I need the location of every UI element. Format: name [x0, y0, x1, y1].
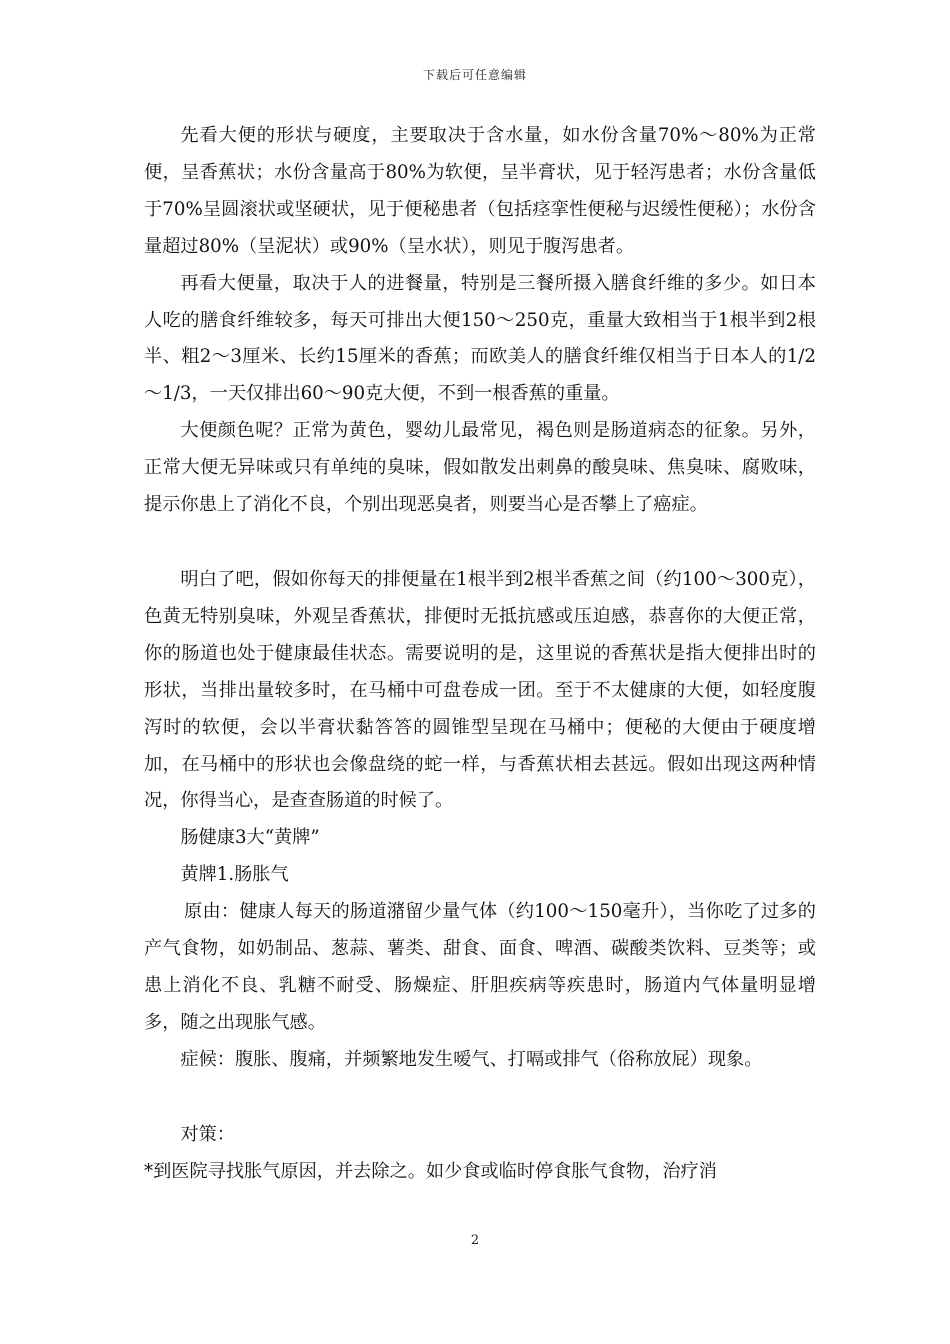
paragraph-cause: 原由：健康人每天的肠道潴留少量气体（约100～150毫升），当你吃了过多的产气食物，如奶制品、葱蒜、薯类、甜食、面食、啤酒、碳酸类饮料、豆类等；或患上消化不良、乳糖不耐受、肠燥症、肝胆疾病等疾患时，肠道内气体量明显增多，随之出现胀气感。 — [144, 901, 816, 1033]
paragraph-spacer — [144, 524, 816, 562]
paragraph-countermeasure-item: *到医院寻找胀气原因，并去除之。如少食或临时停食胀气食物，治疗消 — [144, 1160, 717, 1182]
paragraph-symptoms: 症候：腹胀、腹痛，并频繁地发生嗳气、打嗝或排气（俗称放屁）现象。 — [180, 1048, 763, 1070]
document-body — [144, 118, 816, 1190]
paragraph-stool-shape: 先看大便的形状与硬度，主要取决于含水量，如水份含量70%～80%为正常便，呈香蕉状；水份含量高于80%为软便，呈半膏状，见于轻泻患者；水份含量低于70%呈圆滚状或坚硬状，见于便秘患者（包括痉挛性便秘与迟缓性便秘）；水份含量超过80%（呈泥状）或90%（呈水状），则见于腹泻患者。 — [144, 125, 816, 257]
paragraph-spacer — [144, 1079, 816, 1117]
paragraph-countermeasures-label: 对策： — [180, 1123, 235, 1145]
page-header: 下载后可任意编辑 — [422, 68, 527, 82]
section-heading-yellow-cards: 肠健康3大“黄牌” — [180, 827, 320, 849]
paragraph-summary: 明白了吧，假如你每天的排便量在1根半到2根半香蕉之间（约100～300克），色黄无特别臭味，外观呈香蕉状，排便时无抵抗感或压迫感，恭喜你的大便正常，你的肠道也处于健康最佳状态。需要说明的是，这里说的香蕉状是指大便排出时的形状，当排出量较多时，在马桶中可盘卷成一团。至于不太健康的大便，如轻度腹泻时的软便，会以半膏状黏答答的圆锥型呈现在马桶中；便秘的大便由于硬度增加，在马桶中的形状也会像盘绕的蛇一样，与香蕉状相去甚远。假如出现这两种情况，你得当心，是查查肠道的时候了。 — [144, 568, 816, 812]
subheading-flatulence: 黄牌1.肠胀气 — [180, 864, 289, 886]
paragraph-stool-quantity: 再看大便量，取决于人的进餐量，特别是三餐所摄入膳食纤维的多少。如日本人吃的膳食纤维较多，每天可排出大便150～250克，重量大致相当于1根半到2根半、粗2～3厘米、长约15厘米的香蕉；而欧美人的膳食纤维仅相当于日本人的1/2～1/3，一天仅排出60～90克大便，不到一根香蕉的重量。 — [144, 272, 816, 405]
page-number: 2 — [470, 1233, 480, 1248]
paragraph-stool-color: 大便颜色呢？正常为黄色，婴幼儿最常见，褐色则是肠道病态的征象。另外，正常大便无异味或只有单纯的臭味，假如散发出刺鼻的酸臭味、焦臭味、腐败味，提示你患上了消化不良，个别出现恶臭者，则要当心是否攀上了癌症。 — [144, 420, 816, 516]
